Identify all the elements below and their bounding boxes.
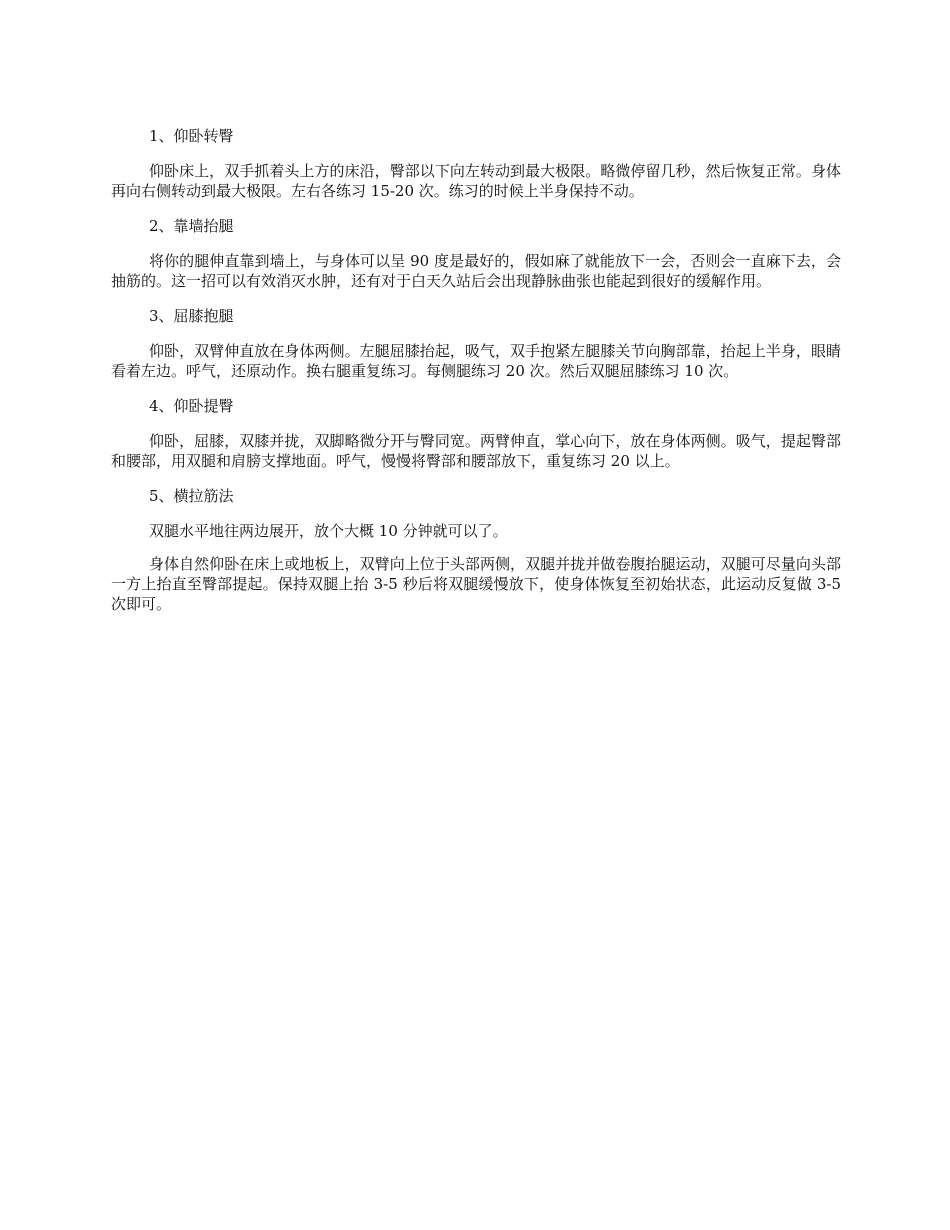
section-heading-3: 3、屈膝抱腿 xyxy=(149,307,234,325)
section-paragraph-5b: 身体自然仰卧在床上或地板上，双臂向上位于头部两侧，双腿并拢并做卷腹抬腿运动，双腿可尽量向头部一方上抬直至臀部提起。保持双腿上抬 3-5 秒后将双腿缓慢放下，使身体恢复至初始状态，此运动反复做 3-5 次即可。 xyxy=(111,555,841,613)
section-heading-4: 4、仰卧提臀 xyxy=(149,397,234,415)
section-heading-1: 1、仰卧转臀 xyxy=(149,127,234,145)
section-paragraph-2: 将你的腿伸直靠到墙上，与身体可以呈 90 度是最好的，假如麻了就能放下一会，否则会一直麻下去，会抽筋的。这一招可以有效消灭水肿，还有对于白天久站后会出现静脉曲张也能起到很好的缓解作用。 xyxy=(111,252,841,290)
section-paragraph-3: 仰卧，双臂伸直放在身体两侧。左腿屈膝抬起，吸气，双手抱紧左腿膝关节向胸部靠，抬起上半身，眼睛看着左边。呼气，还原动作。换右腿重复练习。每侧腿练习 20 次。然后双腿屈膝练习 10 次。 xyxy=(111,342,841,380)
section-paragraph-5a: 双腿水平地往两边展开，放个大概 10 分钟就可以了。 xyxy=(149,522,508,540)
document-body xyxy=(111,124,841,627)
section-paragraph-1: 仰卧床上，双手抓着头上方的床沿，臀部以下向左转动到最大极限。略微停留几秒，然后恢复正常。身体再向右侧转动到最大极限。左右各练习 15-20 次。练习的时候上半身保持不动。 xyxy=(111,162,841,200)
section-heading-5: 5、横拉筋法 xyxy=(149,487,234,505)
section-paragraph-4: 仰卧，屈膝，双膝并拢，双脚略微分开与臀同宽。两臂伸直，掌心向下，放在身体两侧。吸气，提起臀部和腰部，用双腿和肩膀支撑地面。呼气，慢慢将臀部和腰部放下，重复练习 20 以上。 xyxy=(111,432,841,470)
section-heading-2: 2、靠墙抬腿 xyxy=(149,217,234,235)
